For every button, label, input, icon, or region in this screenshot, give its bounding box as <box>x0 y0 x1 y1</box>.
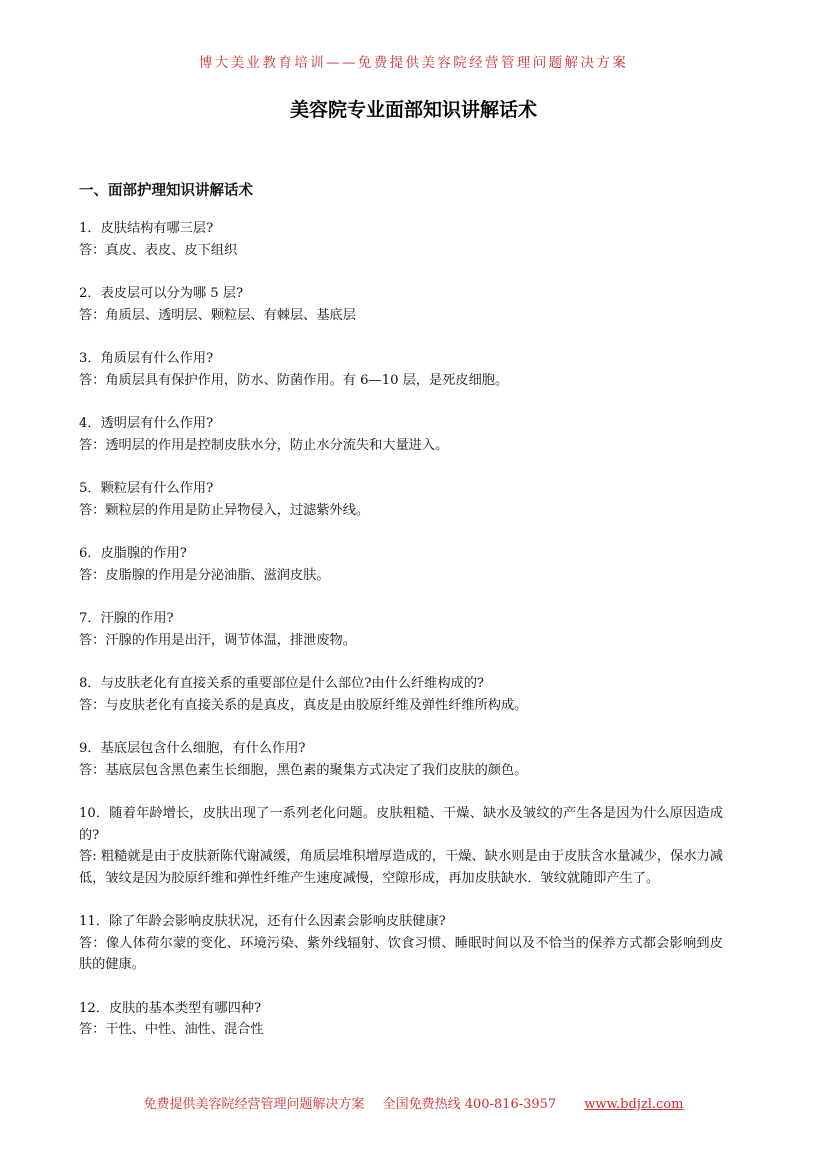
answer: 答：皮脂腺的作用是分泌油脂、滋润皮肤。 <box>79 567 330 583</box>
document-body <box>79 181 723 1063</box>
answer: 答：角质层、透明层、颗粒层、有棘层、基底层 <box>79 307 356 323</box>
question: 11．除了年龄会影响皮肤状况，还有什么因素会影响皮肤健康? <box>79 914 446 929</box>
qa-item <box>79 478 723 521</box>
question: 10．随着年龄增长，皮肤出现了一系列老化问题。皮肤粗糙、干燥、缺水及皱纹的产生各是因为什么原因造成的? <box>79 806 723 843</box>
qa-item <box>79 738 723 781</box>
question: 4．透明层有什么作用? <box>79 416 214 431</box>
page-header: 博大美业教育培训——免费提供美容院经营管理问题解决方案 <box>198 55 629 71</box>
footer-text: 免费提供美容院经营管理问题解决方案 <box>143 1097 365 1112</box>
qa-item <box>79 413 723 456</box>
answer: 答：颗粒层的作用是防止异物侵入，过滤紫外线。 <box>79 502 370 518</box>
question: 12．皮肤的基本类型有哪四种? <box>79 1000 262 1016</box>
answer: 答：汗腺的作用是出汗，调节体温，排泄废物。 <box>79 632 356 648</box>
question: 1．皮肤结构有哪三层? <box>79 221 214 236</box>
qa-item <box>79 673 723 716</box>
answer: 答：透明层的作用是控制皮肤水分，防止水分流失和大量进入。 <box>79 437 449 453</box>
answer: 答：干性、中性、油性、混合性 <box>79 1022 264 1037</box>
page-title: 美容院专业面部知识讲解话术 <box>289 99 537 121</box>
footer-hotline: 全国免费热线 400-816-3957 <box>382 1097 557 1112</box>
qa-item <box>79 911 723 976</box>
answer: 答：与皮肤老化有直接关系的是真皮，真皮是由胶原纤维及弹性纤维所构成。 <box>79 697 528 713</box>
qa-item <box>79 543 723 586</box>
answer: 答: 粗糙就是由于皮肤新陈代谢减缓，角质层堆积增厚造成的，干燥、缺水则是由于皮肤含水量减少，保水力减低，皱纹是因为胶原纤维和弹性纤维产生速度减慢，空隙形成，再加皮肤缺水．皱纹就随即产生了。 <box>79 849 723 886</box>
qa-item <box>79 608 723 651</box>
qa-item <box>79 283 723 326</box>
question: 3．角质层有什么作用? <box>79 351 214 366</box>
question: 9．基底层包含什么细胞，有什么作用? <box>79 741 306 756</box>
qa-item <box>79 998 723 1041</box>
answer: 答：像人体荷尔蒙的变化、环境污染、紫外线辐射、饮食习惯、睡眠时间以及不恰当的保养方式都会影响到皮肤的健康。 <box>79 935 723 972</box>
question: 7．汗腺的作用? <box>79 611 174 626</box>
answer: 答：真皮、表皮、皮下组织 <box>79 242 238 258</box>
page-footer <box>0 1093 827 1112</box>
question: 8．与皮肤老化有直接关系的重要部位是什么部位?由什么纤维构成的? <box>79 676 484 691</box>
footer-website-link[interactable]: www.bdjzl.com <box>584 1097 684 1112</box>
question: 5．颗粒层有什么作用? <box>79 481 214 496</box>
qa-item <box>79 218 723 261</box>
qa-item <box>79 803 723 889</box>
answer: 答：角质层具有保护作用，防水、防菌作用。有 6—10 层，是死皮细胞。 <box>79 372 509 388</box>
section-heading: 一、面部护理知识讲解话术 <box>79 183 253 199</box>
question: 6．皮脂腺的作用? <box>79 546 187 561</box>
question: 2．表皮层可以分为哪 5 层? <box>79 286 244 301</box>
qa-item <box>79 348 723 391</box>
answer: 答：基底层包含黑色素生长细胞，黑色素的聚集方式决定了我们皮肤的颜色。 <box>79 762 528 778</box>
